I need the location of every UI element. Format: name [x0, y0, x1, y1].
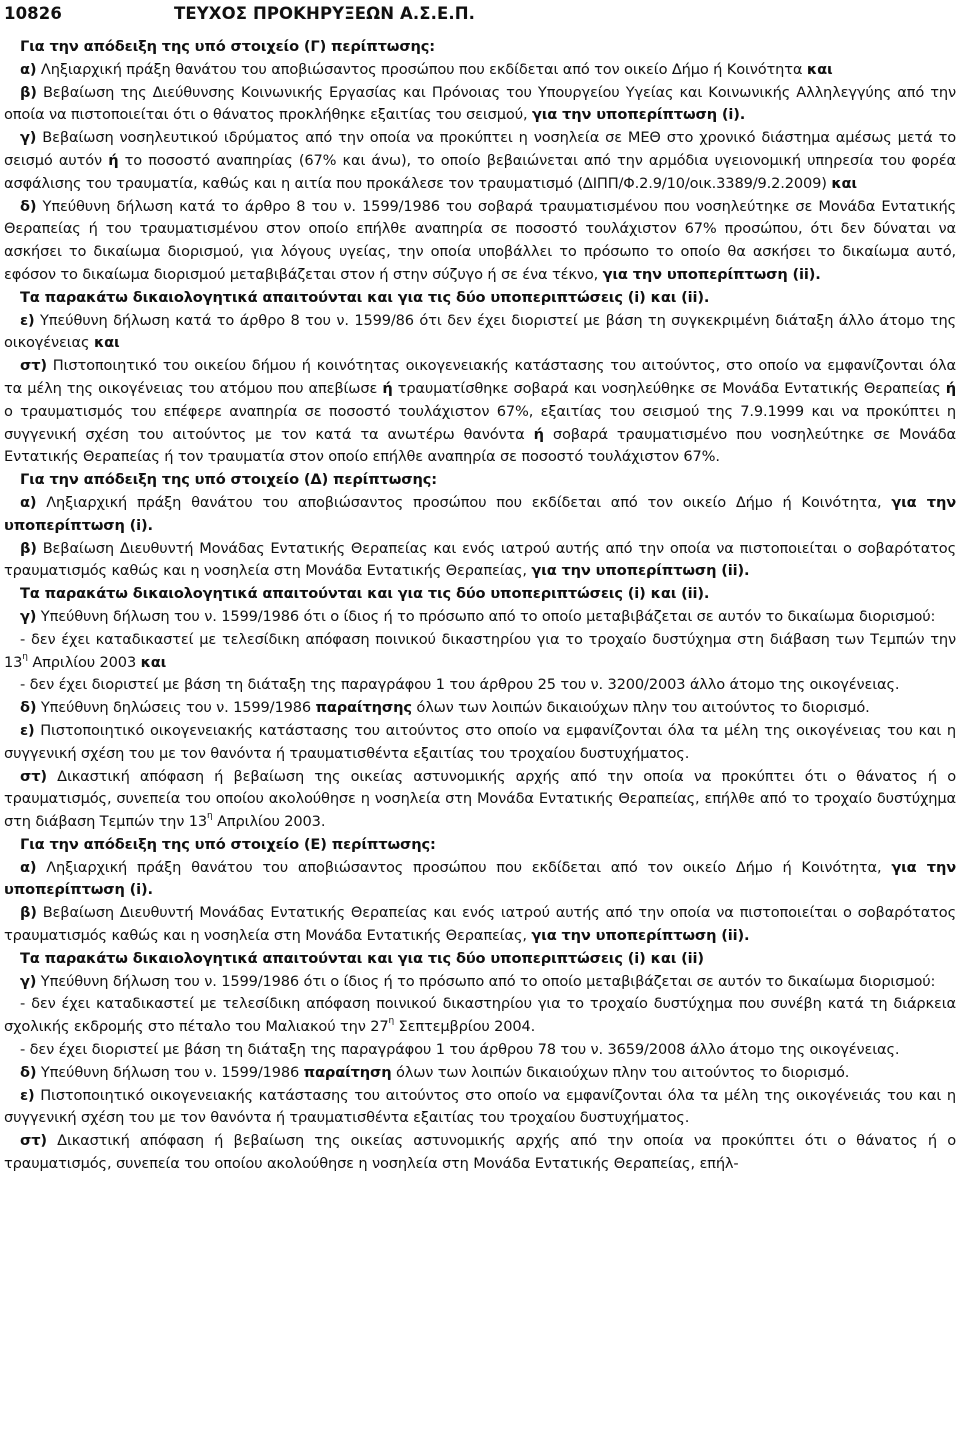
page-header: [4, 4, 956, 30]
dash-item-delta-1: - δεν έχει καταδικαστεί με τελεσίδικη απόφαση ποινικού δικαστηρίου για το τροχαίο δυστύχημα στη διάβαση των Τεμπών την $13^\eta$ Απριλίου 2003 και: [4, 630, 956, 671]
paragraph-delta-a: α) Ληξιαρχική πράξη θανάτου του αποβιώσαντος προσώπου που εκδίδεται από τον οικείο Δήμο ή Κοινότητα, για την υποπερίπτωση (i).: [4, 493, 957, 534]
paragraph-epsilon-c: γ) Υπεύθυνη δήλωση του ν. 1599/1986 ότι ο ίδιος ή το πρόσωπο από το οποίο μεταβιβάζεται σε αυτόν το δικαίωμα διορισμού:: [20, 972, 936, 990]
paragraph-gamma-e: ε) Υπεύθυνη δήλωση κατά το άρθρο 8 του ν. 1599/86 ότι δεν έχει διοριστεί με βάση τη συγκεκριμένη διάταξη άλλο άτομο της οικογένειας και: [4, 311, 956, 352]
section-heading-delta: Για την απόδειξη της υπό στοιχείο (Δ) περίπτωσης:: [20, 471, 437, 489]
paragraph-delta-st: στ) Δικαστική απόφαση ή βεβαίωση της οικείας αστυνομικής αρχής από την οποία να προκύπτει ότι ο θάνατος ή ο τραυματισμός, συνεπεία του οποίου ακολούθησε η νοσηλεία στη Μονάδα Εντατικής Θεραπείας, επήλθε από το τροχαίο δυστύχημα στη διάβαση Τεμπών την $13^\eta$ Απριλίου 2003.: [4, 767, 956, 831]
paragraph-delta-b: β) Βεβαίωση Διευθυντή Μονάδας Εντατικής Θεραπείας και ενός ιατρού αυτής από την οποία να πιστοποιείται ο σοβαρότατος τραυματισμός καθώς και η νοσηλεία στη Μονάδα Εντατικής Θεραπείας, για την υποπερίπτωση (ii).: [4, 539, 956, 580]
paragraph-epsilon-e: ε) Πιστοποιητικό οικογενειακής κατάστασης του αιτούντος στο οποίο να εμφανίζονται όλα τα μέλη της οικογένειάς του και η συγγενική σχέση του με τον θανόντα ή τραυματισθέντα εξαιτίας του τροχαίου δυστυχήματος.: [4, 1086, 956, 1127]
paragraph-delta-c: γ) Υπεύθυνη δήλωση του ν. 1599/1986 ότι ο ίδιος ή το πρόσωπο από το οποίο μεταβιβάζεται σε αυτόν το δικαίωμα διορισμού:: [20, 607, 936, 625]
paragraph-gamma-a: α) Ληξιαρχική πράξη θανάτου του αποβιώσαντος προσώπου που εκδίδεται από τον οικείο Δήμο ή Κοινότητα και: [20, 60, 833, 78]
paragraph-gamma-c: γ) Βεβαίωση νοσηλευτικού ιδρύματος από την οποία να προκύπτει η νοσηλεία σε ΜΕΘ στο χρονικό διάστημα αμέσως μετά το σεισμό αυτόν ή το ποσοστό αναπηρίας (67% και άνω), το οποίο βεβαιώνεται από την αρμόδια υγειονομική υπηρεσία του φορέα ασφάλισης του τραυματία, καθώς και η αιτία που προκάλεσε τον τραυματισμό (ΔΙΠΠ/Φ.2.9/10/οικ.3389/9.2.2009) και: [4, 129, 956, 192]
page-number: 10826: [4, 4, 62, 23]
dash-item-delta-2: - δεν έχει διοριστεί με βάση τη διάταξη της παραγράφου 1 του άρθρου 25 του ν. 3200/2003 άλλο άτομο της οικογένειας.: [20, 676, 900, 694]
paragraph-epsilon-a: α) Ληξιαρχική πράξη θανάτου του αποβιώσαντος προσώπου που εκδίδεται από τον οικείο Δήμο ή Κοινότητα, για την υποπερίπτωση (i).: [4, 858, 957, 899]
paragraph-gamma-d: δ) Υπεύθυνη δήλωση κατά το άρθρο 8 του ν. 1599/1986 του σοβαρά τραυματισμένου που νοσηλεύτηκε σε Μονάδα Εντατικής Θεραπείας ή του τραυματισμένου στον οποίο επήλθε αναπηρία σε ποσοστό τουλάχιστον 67% προσώπου, ότι δεν δύναται να ασκήσει το δικαίωμα διορισμού, για λόγους υγείας, την οποία υποβάλλει το πρόσωπο το οποίο θα ασκήσει το δικαίωμα αυτό, εφόσον το δικαίωμα διορισμού μεταβιβάζεται στον ή στην σύζυγο ή σε ένα τέκνο, για την υποπερίπτωση (ii).: [4, 197, 956, 283]
section-heading-gamma: Για την απόδειξη της υπό στοιχείο (Γ) περίπτωσης:: [20, 38, 435, 55]
paragraph-epsilon-b: β) Βεβαίωση Διευθυντή Μονάδας Εντατικής Θεραπείας και ενός ιατρού αυτής από την οποία να πιστοποιείται ο σοβαρότατος τραυματισμός καθώς και η νοσηλεία στη Μονάδα Εντατικής Θεραπείας, για την υποπερίπτωση (ii).: [4, 904, 956, 945]
paragraph-gamma-st: στ) Πιστοποιητικό του οικείου δήμου ή κοινότητας οικογενειακής κατάστασης του αιτούντος, στο οποίο να εμφανίζονται όλα τα μέλη της οικογένειας του ατόμου που απεβίωσε ή τραυματίσθηκε σοβαρά και νοσηλεύθηκε σε Μονάδα Εντατικής Θεραπείας ή ο τραυματισμός του επέφερε αναπηρία σε ποσοστό τουλάχιστον 67%, εξαιτίας του σεισμού της 7.9.1999 και να προκύπτει η συγγενική σχέση του αιτούντος με τον κατά τα ανωτέρω θανόντα ή σοβαρά τραυματισμένο που νοσηλεύτηκε σε Μονάδα Εντατικής Θεραπείας ή τον τραυματία στον οποίο επήλθε αναπηρία σε ποσοστό τουλάχιστον 67%.: [4, 357, 956, 466]
common-documents-note-2: Τα παρακάτω δικαιολογητικά απαιτούνται και για τις δύο υποπεριπτώσεις (i) και (ii).: [20, 585, 710, 603]
paragraph-gamma-b: β) Βεβαίωση της Διεύθυνσης Κοινωνικής Εργασίας και Πρόνοιας του Υπουργείου Υγείας και Κοινωνικής Αλληλεγγύης από την οποία να πιστοποιείται ότι ο θάνατος προκλήθηκε εξαιτίας του σεισμού, για την υποπερίπτωση (i).: [4, 83, 956, 124]
document-body: [4, 36, 956, 1176]
common-documents-note-3: Τα παρακάτω δικαιολογητικά απαιτούνται και για τις δύο υποπεριπτώσεις (i) και (ii): [20, 949, 704, 967]
paragraph-delta-e: ε) Πιστοποιητικό οικογενειακής κατάστασης του αιτούντος στο οποίο να εμφανίζονται όλα τα μέλη της οικογένειας του και η συγγενική σχέση του με τον θανόντα ή τραυματισθέντα εξαιτίας του τροχαίου δυστυχήματος.: [4, 721, 956, 762]
issue-title: ΤΕΥΧΟΣ ΠΡΟΚΗΡΥΞΕΩΝ Α.Σ.Ε.Π.: [174, 4, 475, 23]
paragraph-epsilon-st: στ) Δικαστική απόφαση ή βεβαίωση της οικείας αστυνομικής αρχής από την οποία να προκύπτει ότι ο θάνατος ή ο τραυματισμός, συνεπεία του οποίου ακολούθησε η νοσηλεία στη Μονάδα Εντατικής Θεραπείας, επήλ-: [4, 1132, 956, 1173]
section-heading-epsilon: Για την απόδειξη της υπό στοιχείο (Ε) περίπτωσης:: [20, 835, 436, 853]
paragraph-delta-d: δ) Υπεύθυνη δηλώσεις του ν. 1599/1986 παραίτησης όλων των λοιπών δικαιούχων πλην του αιτούντος το διορισμό.: [20, 699, 870, 717]
paragraph-epsilon-d: δ) Υπεύθυνη δήλωση του ν. 1599/1986 παραίτηση όλων των λοιπών δικαιούχων πλην του αιτούντος το διορισμό.: [20, 1063, 850, 1081]
dash-item-epsilon-1: - δεν έχει καταδικαστεί με τελεσίδικη απόφαση ποινικού δικαστηρίου για το τροχαίο δυστύχημα που συνέβη κατά τη διάρκεια σχολικής εκδρομής στο πέταλο του Μαλιακού την $27^\eta$ Σεπτεμβρίου 2004.: [4, 995, 956, 1036]
dash-item-epsilon-2: - δεν έχει διοριστεί με βάση τη διάταξη της παραγράφου 1 του άρθρου 78 του ν. 3659/2008 άλλο άτομο της οικογένειας.: [20, 1041, 900, 1059]
common-documents-note-1: Τα παρακάτω δικαιολογητικά απαιτούνται και για τις δύο υποπεριπτώσεις (i) και (ii).: [20, 288, 710, 306]
